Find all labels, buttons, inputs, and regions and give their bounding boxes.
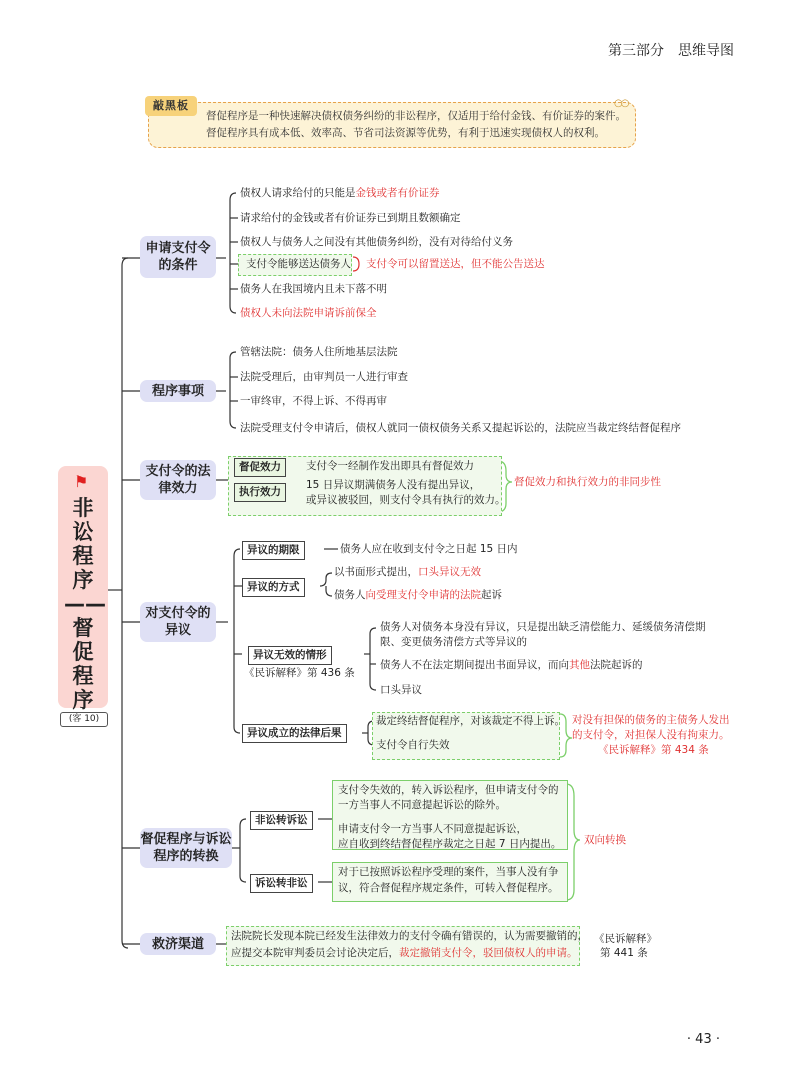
b4-consequence-1: 裁定终结督促程序，对该裁定不得上诉。 — [376, 715, 565, 727]
b2-item-3: 一审终审，不得上诉、不得再审 — [240, 395, 387, 407]
b1-item-1: 债权人请求给付的只能是金钱或者有价证券 — [240, 187, 440, 199]
b4-objection-method: 异议的方式 — [242, 578, 305, 597]
b4-method-text-2: 债务人向受理支付令申请的法院起诉 — [334, 589, 502, 601]
b4-period-text: 债务人应在收到支付令之日起 15 日内 — [340, 543, 518, 555]
note-tag: 敲黑板 — [145, 96, 197, 116]
rings-icon: ○○ — [614, 98, 628, 109]
b1-item-4-note: 支付令可以留置送达，但不能公告送达 — [366, 258, 545, 270]
branch-legal-effect: 支付令的法律效力 — [140, 460, 216, 500]
branch-procedure: 程序事项 — [140, 380, 216, 402]
b4-objection-period: 异议的期限 — [242, 541, 305, 560]
b4-method-text-1: 以书面形式提出，口头异议无效 — [334, 566, 481, 578]
b5-litigation-to-non-litigation: 诉讼转非讼 — [250, 874, 313, 893]
b1-item-4: 支付令能够送达债务人 — [246, 258, 351, 270]
branch-remedy: 救济渠道 — [140, 933, 216, 955]
b4-invalid-2: 债务人不在法定期间提出书面异议，而向其他法院起诉的 — [380, 659, 643, 671]
b6-ref-2: 第 441 条 — [600, 947, 648, 959]
b3-enforcement-text-1: 15 日异议期满债务人没有提出异议， — [306, 479, 481, 491]
b5-text-3: 申请支付令一方当事人不同意提起诉讼， — [338, 823, 527, 835]
b2-item-2: 法院受理后，由审判员一人进行审查 — [240, 371, 408, 383]
b5-non-litigation-to-litigation: 非讼转诉讼 — [250, 811, 313, 830]
b6-text-1: 法院院长发现本院已经发生法律效力的支付令确有错误的，认为需要撤销的， — [231, 930, 588, 942]
b5-text-4: 应自收到终结督促程序裁定之日起 7 日内提出。 — [338, 838, 562, 850]
branch-objection: 对支付令的异议 — [140, 602, 216, 642]
b2-item-4: 法院受理支付令申请后，债权人就同一债权债务关系又提起诉讼的，法院应当裁定终结督促程序 — [240, 422, 681, 434]
b5-text-2: 一方当事人不同意提起诉讼的除外。 — [338, 799, 506, 811]
branch-conversion: 督促程序与诉讼程序的转换 — [140, 828, 232, 868]
b3-urging-effect: 督促效力 — [234, 458, 286, 477]
note-line-1: 督促程序是一种快速解决债权债务纠纷的非讼程序，仅适用于给付金钱、有价证券的案件。 — [206, 110, 626, 122]
b4-invalid-ref: 《民诉解释》第 436 条 — [244, 667, 355, 679]
b4-note-2: 的支付令，对担保人没有拘束力。 — [572, 729, 730, 741]
b4-objection-consequence: 异议成立的法律后果 — [242, 724, 347, 743]
flag-icon: ⚑ — [74, 472, 89, 491]
b5-text-6: 议，符合督促程序规定条件，可转入督促程序。 — [338, 882, 559, 894]
b1-item-2: 请求给付的金钱或者有价证券已到期且数额确定 — [240, 212, 461, 224]
b1-item-3: 债权人与债务人之间没有其他债务纠纷，没有对待给付义务 — [240, 236, 513, 248]
b5-text-1: 支付令失效的，转入诉讼程序，但申请支付令的 — [338, 784, 559, 796]
b4-note-ref: 《民诉解释》第 434 条 — [598, 744, 709, 756]
root-exam-tag: (客 10) — [60, 712, 108, 727]
page-number: · 43 · — [686, 1032, 720, 1047]
b3-urging-text: 支付令一经制作发出即具有督促效力 — [306, 460, 474, 472]
b6-text-2: 应提交本院审判委员会讨论决定后，裁定撤销支付令，驳回债权人的申请。 — [231, 947, 578, 959]
b4-invalid-1b: 限、变更债务清偿方式等异议的 — [380, 636, 527, 648]
root-title: 非讼程序——督促程序 — [64, 496, 106, 712]
b3-enforcement-effect: 执行效力 — [234, 483, 286, 502]
b4-invalid-3: 口头异议 — [380, 684, 422, 696]
b3-note: 督促效力和执行效力的非同步性 — [514, 476, 661, 488]
b4-note-1: 对没有担保的债务的主债务人发出 — [572, 714, 730, 726]
chapter-header: 第三部分 思维导图 — [608, 43, 734, 59]
b1-item-6: 债权人未向法院申请诉前保全 — [240, 307, 377, 319]
b1-item-5: 债务人在我国境内且未下落不明 — [240, 283, 387, 295]
b5-note: 双向转换 — [584, 834, 626, 846]
b4-invalid-1a: 债务人对债务本身没有异议，只是提出缺乏清偿能力、延缓债务清偿期 — [380, 621, 706, 633]
b5-text-5: 对于已按照诉讼程序受理的案件，当事人没有争 — [338, 866, 559, 878]
b2-item-1: 管辖法院：债务人住所地基层法院 — [240, 346, 398, 358]
b3-enforcement-text-2: 或异议被驳回，则支付令具有执行的效力。 — [306, 494, 506, 506]
note-line-2: 督促程序具有成本低、效率高、节省司法资源等优势，有利于迅速实现债权人的权利。 — [206, 127, 605, 139]
b4-invalid-objection: 异议无效的情形 — [248, 646, 332, 665]
b4-consequence-2: 支付令自行失效 — [376, 739, 450, 751]
b6-ref-1: 《民诉解释》 — [594, 933, 657, 945]
branch-application-conditions: 申请支付令的条件 — [140, 236, 216, 278]
